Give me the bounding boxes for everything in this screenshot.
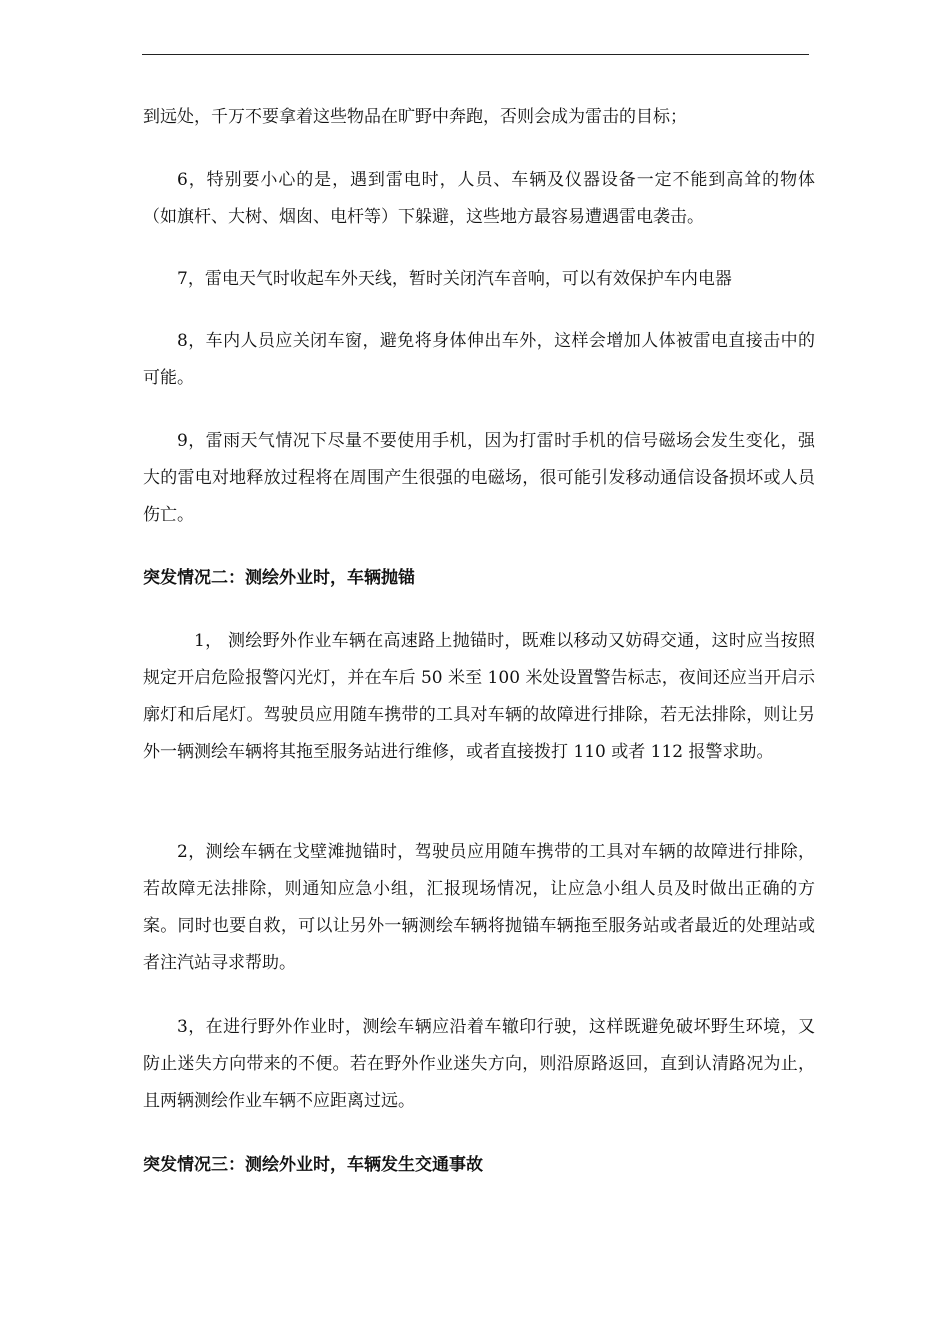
section-heading-3: 突发情况三：测绘外业时，车辆发生交通事故: [143, 1155, 483, 1175]
section2-paragraph-1: 1， 测绘野外作业车辆在高速路上抛锚时，既难以移动又妨碍交通，这时应当按照规定开启危险报警闪光灯，并在车后 50 米至 100 米处设置警告标志，夜间还应当开启示廓灯和后尾灯。驾驶员应用随车携带的工具对车辆的故障进行排除，若无法排除，则让另外一辆测绘车辆将其拖至服务站进行维修，或者直接拨打 110 或者 112 报警求助。: [143, 631, 815, 762]
paragraph-item-7: 7，雷电天气时收起车外天线，暂时关闭汽车音响，可以有效保护车内电器: [177, 269, 732, 289]
paragraph-continuation: 到远处，千万不要拿着这些物品在旷野中奔跑，否则会成为雷击的目标；: [143, 107, 687, 127]
paragraph-item-9: 9，雷雨天气情况下尽量不要使用手机，因为打雷时手机的信号磁场会发生变化，强大的雷电对地释放过程将在周围产生很强的电磁场，很可能引发移动通信设备损坏或人员伤亡。: [143, 431, 815, 525]
header-rule: [142, 54, 809, 55]
paragraph-item-8: 8，车内人员应关闭车窗，避免将身体伸出车外，这样会增加人体被雷电直接击中的可能。: [143, 331, 815, 388]
section2-paragraph-2: 2，测绘车辆在戈壁滩抛锚时，驾驶员应用随车携带的工具对车辆的故障进行排除，若故障无法排除，则通知应急小组，汇报现场情况，让应急小组人员及时做出正确的方案。同时也要自救，可以让另外一辆测绘车辆将抛锚车辆拖至服务站或者最近的处理站或者注汽站寻求帮助。: [143, 842, 815, 973]
paragraph-item-6: 6，特别要小心的是，遇到雷电时，人员、车辆及仪器设备一定不能到高耸的物体（如旗杆、大树、烟囱、电杆等）下躲避，这些地方最容易遭遇雷电袭击。: [143, 170, 815, 227]
section-heading-2: 突发情况二：测绘外业时，车辆抛锚: [143, 568, 415, 588]
section2-paragraph-3: 3，在进行野外作业时，测绘车辆应沿着车辙印行驶，这样既避免破坏野生环境，又防止迷失方向带来的不便。若在野外作业迷失方向，则沿原路返回，直到认清路况为止，且两辆测绘作业车辆不应距离过远。: [143, 1017, 815, 1111]
